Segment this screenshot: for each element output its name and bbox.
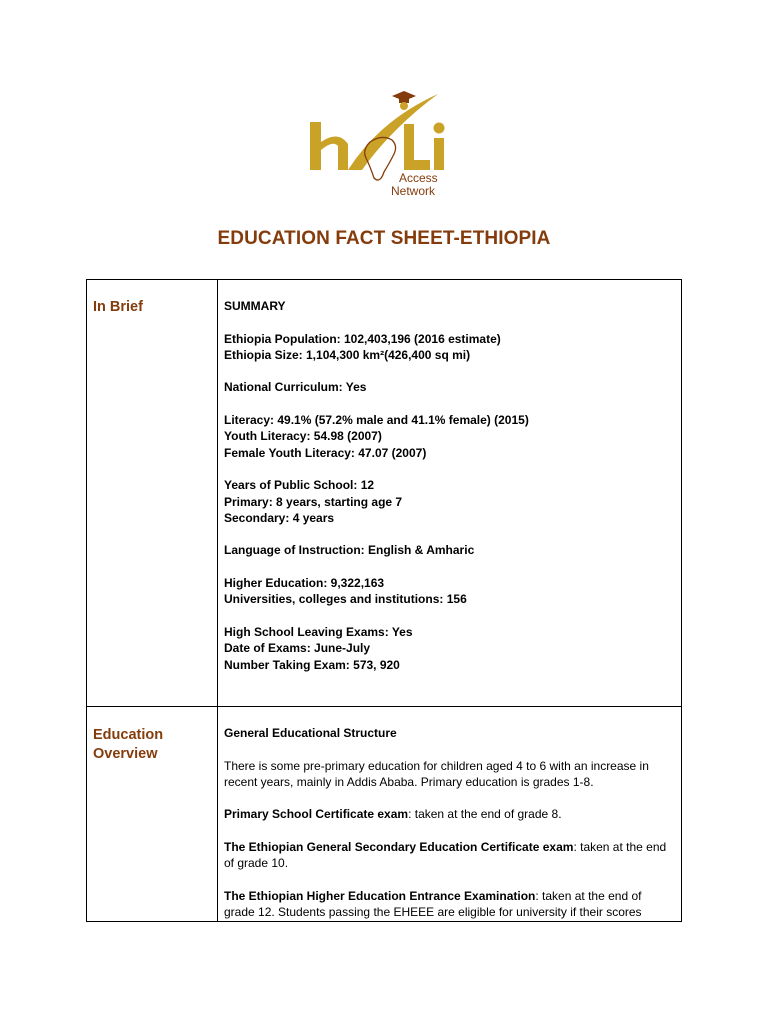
overview-paragraph-3 [224,888,675,921]
education-overview-row [87,707,681,921]
p1-rest: : taken at the end of grade 8. [408,807,562,822]
overview-heading: Education Overview [93,727,164,762]
in-brief-heading: In Brief [93,299,143,315]
logo-line-2: Network [391,184,436,198]
overview-label-cell [87,707,218,921]
higher-education: Higher Education: 9,322,163 [224,576,385,591]
summary-heading: SUMMARY [224,299,286,313]
literacy: Literacy: 49.1% (57.2% male and 41.1% female) (2015) [224,413,529,428]
youth-literacy: Youth Literacy: 54.98 (2007) [224,429,382,444]
summary-block [218,280,681,673]
hali-logo-graphic [300,80,470,210]
logo-line-1: Access [399,171,438,185]
p2-rest: : taken at the end of grade 10. [224,840,667,871]
universities: Universities, colleges and institutions: 156 [224,592,467,607]
p3-rest: : taken at the end of grade 12. Students passing the EHEEE are eligible for university if their scores [224,888,642,920]
hali-logo [300,80,470,210]
size: Ethiopia Size: 1,104,300 km²(426,400 sq mi) [224,347,471,362]
fact-sheet-table [86,279,682,922]
page-title: EDUCATION FACT SHEET-ETHIOPIA [217,228,551,249]
leaving-exams: High School Leaving Exams: Yes [224,624,413,639]
number-taking-exam: Number Taking Exam: 573, 920 [224,657,400,672]
overview-block [218,707,681,921]
p2-bold: The Ethiopian General Secondary Education Certificate exam [224,840,574,855]
p1-bold: Primary School Certificate exam [224,807,409,822]
overview-paragraph-1 [224,806,675,822]
population: Ethiopia Population: 102,403,196 (2016 estimate) [224,331,501,346]
overview-intro: There is some pre-primary education for children aged 4 to 6 with an increase in recent years, mainly in Addis Ababa. Primary education is grades 1-8. [224,758,649,789]
in-brief-label-cell [87,280,218,706]
exam-dates: Date of Exams: June-July [224,641,371,656]
p3-bold: The Ethiopian Higher Education Entrance Examination [224,888,536,903]
in-brief-content-cell [218,280,681,706]
overview-content-cell [218,707,681,921]
overview-paragraph-2 [224,839,675,872]
language-of-instruction: Language of Instruction: English & Amharic [224,543,475,558]
years-public-school: Years of Public School: 12 [224,478,375,493]
primary-years: Primary: 8 years, starting age 7 [224,494,403,509]
in-brief-row [87,280,681,707]
secondary-years: Secondary: 4 years [224,510,335,525]
curriculum: National Curriculum: Yes [224,380,367,395]
structure-heading: General Educational Structure [224,726,397,740]
female-youth-literacy: Female Youth Literacy: 47.07 (2007) [224,445,427,460]
